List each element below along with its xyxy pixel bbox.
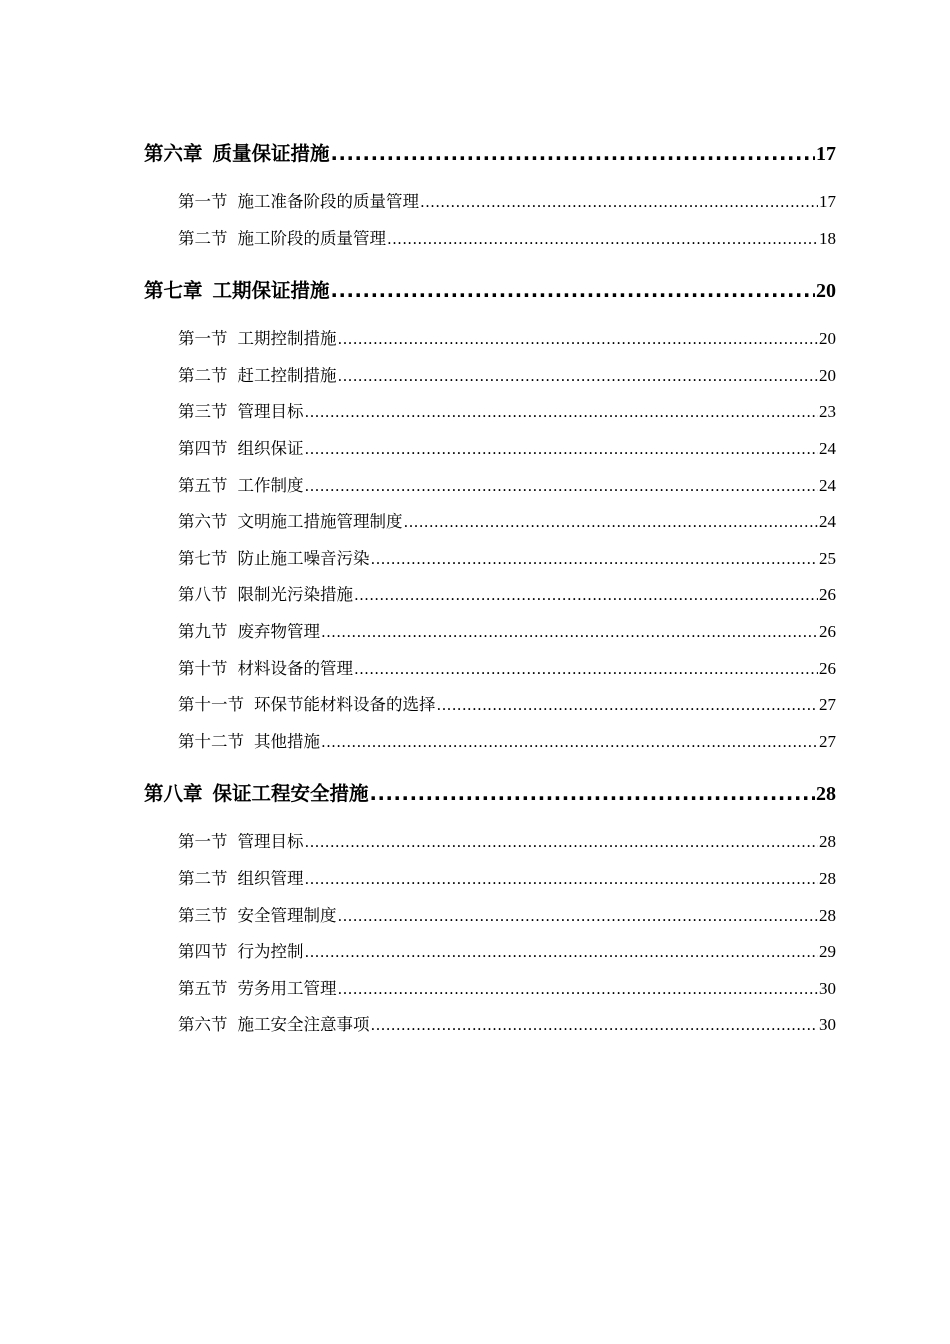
chapter-title: 保证工程安全措施 [212,782,369,806]
section-page-number: 24 [819,475,836,495]
dot-leader [305,870,819,888]
section-number: 第十二节 [178,731,244,751]
section-title: 组织保证 [237,438,304,458]
toc-section-entry[interactable] [144,938,836,975]
section-number: 第九节 [178,621,228,641]
section-label [178,581,353,605]
section-number: 第七节 [178,548,228,568]
chapter-page-number: 17 [816,143,836,165]
spacer [144,764,836,778]
toc-chapter-entry[interactable] [144,275,836,303]
dot-leader [420,193,818,211]
dot-leader [305,833,819,851]
dot-leader [338,980,819,998]
section-title: 限制光污染措施 [237,585,353,605]
section-label [178,362,337,386]
section-number: 第一节 [178,192,228,211]
toc-section-entry[interactable] [144,398,836,435]
section-number: 第八节 [178,585,228,605]
section-page-number: 17 [819,192,836,211]
section-number: 第三节 [178,905,228,925]
toc-section-entry[interactable] [144,618,836,655]
section-number: 第五节 [178,475,228,495]
section-label [178,728,320,752]
toc-chapter-entry[interactable] [144,138,836,166]
dot-leader [321,623,818,641]
dot-leader [305,943,819,961]
section-number: 第二节 [178,365,228,385]
chapter-label [144,275,330,303]
dot-leader [354,660,818,678]
section-label [178,902,337,926]
toc-section-entry[interactable] [144,655,836,692]
toc-section-entry[interactable] [144,508,836,545]
chapter-page-number: 28 [816,783,836,806]
section-title: 废弃物管理 [237,621,320,641]
toc-section-entry[interactable] [144,691,836,728]
section-number: 第六节 [178,512,228,532]
dot-leader [370,782,815,805]
dot-leader [371,1016,819,1034]
section-page-number: 20 [819,365,836,385]
section-label [178,975,337,999]
dot-leader [305,440,819,458]
section-label [178,828,304,852]
chapter-number: 第六章 [144,142,203,165]
spacer [144,261,836,275]
dot-leader [437,696,819,714]
section-page-number: 24 [819,512,836,532]
section-title: 工作制度 [237,475,304,495]
toc-section-entry[interactable] [144,435,836,472]
section-number: 第十一节 [178,695,244,715]
section-page-number: 23 [819,402,836,422]
toc-section-entry[interactable] [144,188,836,225]
section-page-number: 18 [819,228,836,248]
section-title: 文明施工措施管理制度 [237,512,403,532]
section-title: 材料设备的管理 [237,658,353,678]
section-title: 赶工控制措施 [237,365,337,385]
section-title: 施工安全注意事项 [237,1015,370,1035]
chapter-number: 第八章 [144,782,203,806]
section-title: 组织管理 [237,868,304,888]
section-label [178,1011,370,1035]
section-page-number: 28 [819,905,836,925]
toc-section-entry[interactable] [144,325,836,362]
section-number: 第一节 [178,329,228,349]
dot-leader [387,230,818,248]
toc-section-entry[interactable] [144,581,836,618]
spacer [144,303,836,325]
section-label [178,225,386,249]
toc-section-entry[interactable] [144,728,836,765]
section-number: 第四节 [178,438,228,458]
dot-leader [321,733,818,751]
section-number: 第一节 [178,832,228,852]
section-page-number: 27 [819,695,836,715]
chapter-label [144,778,369,806]
section-label [178,618,320,642]
section-number: 第三节 [178,402,228,422]
dot-leader [404,513,819,531]
toc-section-entry[interactable] [144,225,836,262]
chapter-label [144,138,330,166]
chapter-title: 工期保证措施 [212,279,330,303]
toc-section-entry[interactable] [144,472,836,509]
section-page-number: 28 [819,832,836,852]
section-title: 劳务用工管理 [237,978,337,998]
toc-section-entry[interactable] [144,1011,836,1048]
table-of-contents [144,138,836,1048]
toc-section-entry[interactable] [144,545,836,582]
section-page-number: 30 [819,978,836,998]
chapter-title: 质量保证措施 [212,142,330,165]
section-page-number: 26 [819,658,836,678]
section-number: 第四节 [178,942,228,962]
dot-leader [305,403,819,421]
section-label [178,655,353,679]
toc-chapter-entry[interactable] [144,778,836,806]
dot-leader [338,367,819,385]
section-title: 管理目标 [237,832,304,852]
section-page-number: 26 [819,621,836,641]
section-page-number: 24 [819,438,836,458]
dot-leader [338,330,819,348]
section-label [178,691,436,715]
section-title: 行为控制 [237,942,304,962]
section-page-number: 20 [819,329,836,349]
dot-leader [371,550,819,568]
chapter-number: 第七章 [144,279,203,303]
section-label [178,938,304,962]
section-page-number: 30 [819,1015,836,1035]
section-title: 防止施工噪音污染 [237,548,370,568]
section-label [178,435,304,459]
toc-section-entry[interactable] [144,902,836,939]
section-page-number: 27 [819,731,836,751]
dot-leader [331,142,815,165]
section-title: 环保节能材料设备的选择 [254,695,436,715]
section-label [178,188,419,212]
section-title: 工期控制措施 [237,329,337,349]
section-label [178,325,337,349]
section-page-number: 28 [819,868,836,888]
toc-section-entry[interactable] [144,975,836,1012]
section-title: 施工阶段的质量管理 [237,228,386,248]
section-page-number: 29 [819,942,836,962]
section-page-number: 25 [819,548,836,568]
section-title: 其他措施 [254,731,320,751]
section-title: 管理目标 [237,402,304,422]
toc-section-entry[interactable] [144,865,836,902]
section-label [178,472,304,496]
section-label [178,865,304,889]
toc-section-entry[interactable] [144,362,836,399]
section-number: 第五节 [178,978,228,998]
spacer [144,806,836,828]
spacer [144,166,836,188]
toc-section-entry[interactable] [144,828,836,865]
section-number: 第十节 [178,658,228,678]
section-label [178,545,370,569]
section-label [178,508,403,532]
dot-leader [331,279,815,302]
section-number: 第二节 [178,228,228,248]
section-title: 安全管理制度 [237,905,337,925]
section-page-number: 26 [819,585,836,605]
chapter-page-number: 20 [816,280,836,303]
dot-leader [338,907,819,925]
dot-leader [305,477,819,495]
dot-leader [354,586,818,604]
section-number: 第六节 [178,1015,228,1035]
section-label [178,398,304,422]
section-title: 施工准备阶段的质量管理 [237,192,419,211]
section-number: 第二节 [178,868,228,888]
